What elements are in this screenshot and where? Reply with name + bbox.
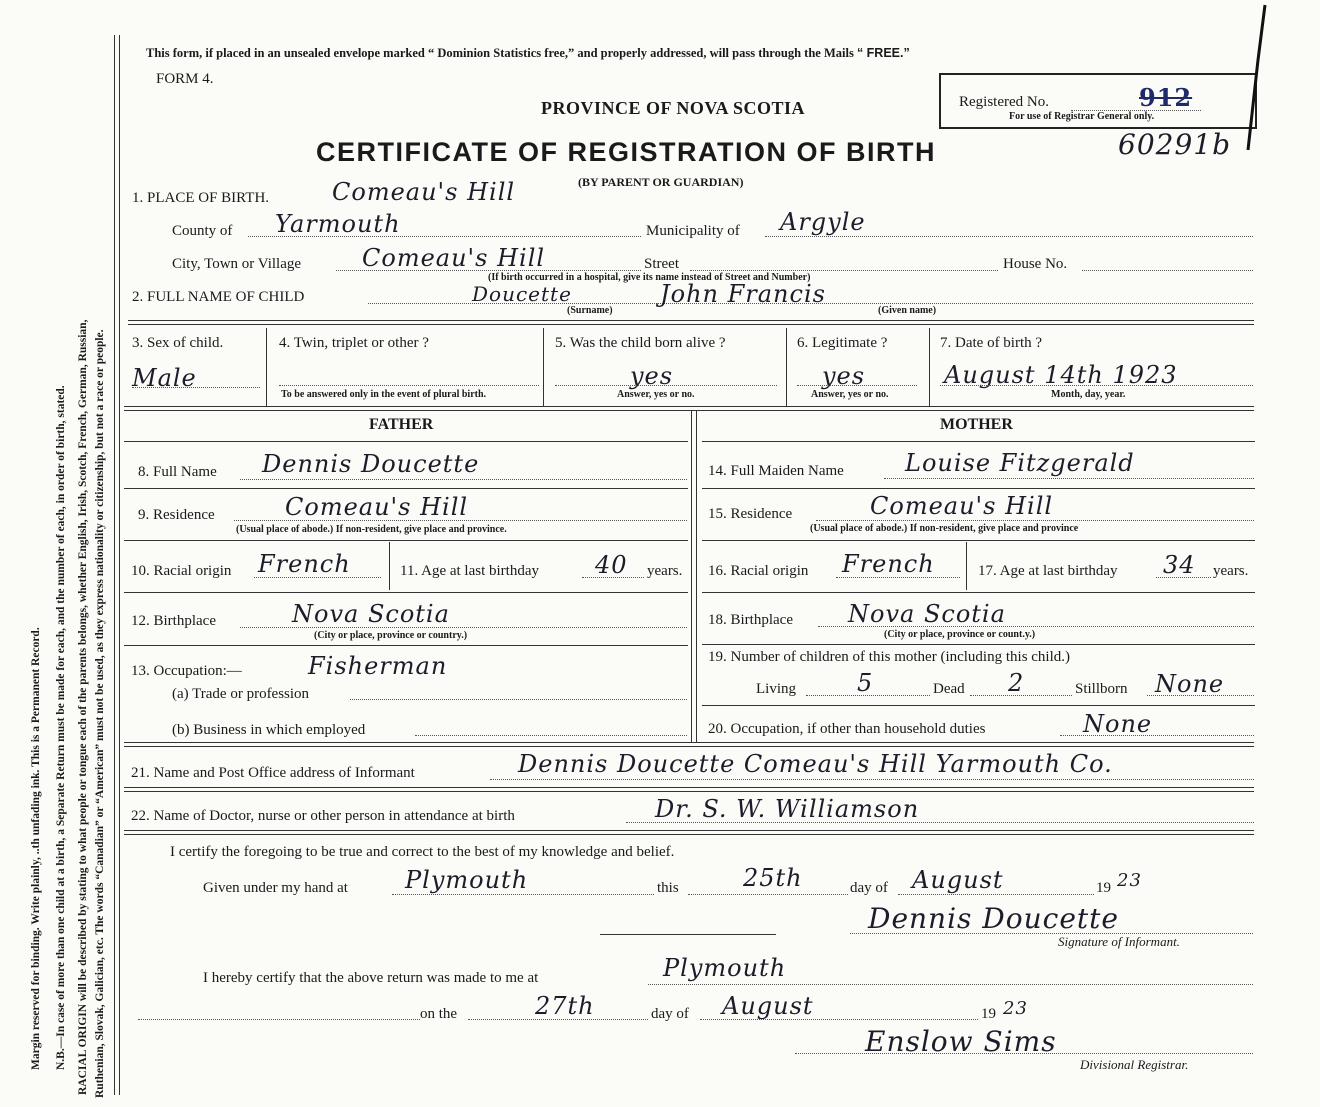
mother-race-label: 16. Racial origin xyxy=(708,563,809,579)
given-label: Given under my hand at xyxy=(203,880,348,896)
mother-heading-rule xyxy=(702,441,1255,442)
informant-dots xyxy=(490,779,1254,780)
father-heading: FATHER xyxy=(369,416,434,433)
dob-note: Month, day, year. xyxy=(1051,389,1126,400)
father-birthplace-note: (City or place, province or country.) xyxy=(314,630,468,641)
dob-value: August 14th 1923 xyxy=(944,361,1178,389)
father-race-value: French xyxy=(258,550,351,578)
certify-text: I certify the foregoing to be true and correct to the best of my knowledge and belief. xyxy=(170,844,675,860)
given-place-dots xyxy=(392,894,654,895)
legitimate-dots xyxy=(797,385,917,386)
municipality-value: Argyle xyxy=(780,208,866,236)
registrar-signature: Enslow Sims xyxy=(865,1025,1057,1058)
parents-center-divider-a xyxy=(691,410,692,742)
city-label: City, Town or Village xyxy=(172,256,302,272)
mother-name-label: 14. Full Maiden Name xyxy=(708,463,844,479)
twin-dots xyxy=(279,385,539,386)
alive-value: yes xyxy=(630,362,674,390)
father-birthplace-value: Nova Scotia xyxy=(292,600,450,628)
mother-race-divider xyxy=(966,542,967,590)
alive-note: Answer, yes or no. xyxy=(617,389,695,400)
father-race-rule xyxy=(124,592,688,593)
father-residence-value: Comeau's Hill xyxy=(285,493,469,521)
father-residence-rule xyxy=(124,540,688,541)
father-age-label: 11. Age at last birthday xyxy=(400,563,539,579)
given-year-prefix: 19 xyxy=(1096,880,1111,896)
informant-signature: Dennis Doucette xyxy=(868,902,1119,935)
certificate-subtitle: (BY PARENT OR GUARDIAN) xyxy=(578,175,744,189)
on-the-label: on the xyxy=(420,1006,458,1022)
dob-label: 7. Date of birth ? xyxy=(940,335,1043,351)
stillborn-value: None xyxy=(1155,670,1225,698)
divider-row3-top xyxy=(128,320,1254,325)
legitimate-value: yes xyxy=(822,362,866,390)
place-of-birth-label: 1. PLACE OF BIRTH. xyxy=(132,190,270,206)
business-label: (b) Business in which employed xyxy=(172,722,366,738)
registrar-place-value: Plymouth xyxy=(663,954,787,982)
twin-note: To be answered only in the event of plural birth. xyxy=(281,389,487,400)
mail-note-free: “ FREE.” xyxy=(856,46,910,60)
col-divider-3 xyxy=(786,328,787,406)
mother-birthplace-rule xyxy=(702,644,1255,645)
registrar-day-of-label: day of xyxy=(651,1006,689,1022)
mail-note xyxy=(146,46,910,61)
children-label: 19. Number of children of this mother (including this child.) xyxy=(708,649,1071,665)
legitimate-label: 6. Legitimate ? xyxy=(797,335,888,351)
margin-note-multiple-births: N.B.—In case of more than one child at a birth, a Separate Return must be made for each, and the number of each, in order of birth, stated. xyxy=(55,385,67,1070)
registrar-year-value: 23 xyxy=(1003,998,1028,1019)
mother-race-rule xyxy=(702,592,1255,593)
father-name-value: Dennis Doucette xyxy=(262,450,480,478)
mother-years-label: years. xyxy=(1213,563,1249,579)
col-divider-2 xyxy=(543,328,544,406)
registrar-place-dots xyxy=(648,984,1253,985)
form-number: FORM 4. xyxy=(156,71,214,87)
month-dots xyxy=(898,894,1094,895)
mother-race-value: French xyxy=(842,550,935,578)
house-label: House No. xyxy=(1003,256,1068,272)
registrar-signature-label: Divisional Registrar. xyxy=(1080,1057,1189,1072)
mail-note-text: This form, if placed in an unsealed envelope marked “ Dominion Statistics free,” and properly addressed, will pass through the Mails xyxy=(146,46,854,60)
given-month-value: August xyxy=(912,866,1004,894)
divider-certify-top xyxy=(124,830,1254,835)
father-occupation-value: Fisherman xyxy=(308,652,448,680)
surname-note: (Surname) xyxy=(567,305,613,316)
this-label: this xyxy=(657,880,679,896)
alive-dots xyxy=(555,385,777,386)
municipality-dots xyxy=(765,236,1253,237)
father-residence-note: (Usual place of abode.) If non-resident, give place and province. xyxy=(236,524,507,535)
divider-doctor-top xyxy=(124,787,1254,792)
living-value: 5 xyxy=(857,669,874,697)
col-divider-4 xyxy=(929,328,930,406)
county-label: County of xyxy=(172,223,233,239)
mother-occupation-value: None xyxy=(1083,710,1153,738)
divider-informant-top xyxy=(124,742,1254,747)
margin-rule-inner xyxy=(119,35,120,1095)
legitimate-note: Answer, yes or no. xyxy=(811,389,889,400)
registered-box xyxy=(939,73,1257,129)
alive-label: 5. Was the child born alive ? xyxy=(555,335,726,351)
father-birthplace-rule xyxy=(124,645,688,646)
child-given-name: John Francis xyxy=(660,280,826,308)
trade-label: (a) Trade or profession xyxy=(172,686,310,702)
certificate-title: CERTIFICATE OF REGISTRATION OF BIRTH xyxy=(316,137,936,167)
day-dots xyxy=(688,894,848,895)
registered-number: 912 xyxy=(1139,83,1193,112)
business-dots xyxy=(415,735,687,736)
hospital-note: (If birth occurred in a hospital, give its name instead of Street and Number) xyxy=(488,272,811,283)
mother-occupation-label: 20. Occupation, if other than household duties xyxy=(708,721,986,737)
mother-age-value: 34 xyxy=(1163,551,1196,579)
dead-value: 2 xyxy=(1008,669,1025,697)
mother-residence-label: 15. Residence xyxy=(708,506,793,522)
place-of-birth-value: Comeau's Hill xyxy=(332,178,516,206)
sex-dots xyxy=(132,387,260,388)
margin-rule xyxy=(114,35,115,1095)
given-day-value: 25th xyxy=(743,864,803,892)
province-heading: PROVINCE OF NOVA SCOTIA xyxy=(541,98,806,118)
mother-residence-note: (Usual place of abode.) If non-resident, give place and province xyxy=(810,523,1079,534)
registered-label: Registered No. xyxy=(959,94,1049,110)
given-name-note: (Given name) xyxy=(878,305,937,316)
mother-birthplace-value: Nova Scotia xyxy=(848,600,1006,628)
dob-dots xyxy=(940,385,1253,386)
father-birthplace-label: 12. Birthplace xyxy=(131,613,216,629)
doctor-label: 22. Name of Doctor, nurse or other person in attendance at birth xyxy=(131,808,515,824)
sex-label: 3. Sex of child. xyxy=(132,335,224,351)
divider-parents-top xyxy=(124,406,1254,411)
municipality-label: Municipality of xyxy=(646,223,740,239)
father-residence-label: 9. Residence xyxy=(138,507,215,523)
house-dots xyxy=(1082,270,1253,271)
father-name-label: 8. Full Name xyxy=(138,464,217,480)
mother-heading: MOTHER xyxy=(940,416,1013,433)
child-name-label: 2. FULL NAME OF CHILD xyxy=(132,289,305,305)
mother-name-value: Louise Fitzgerald xyxy=(905,449,1135,477)
registrar-year-prefix: 19 xyxy=(981,1006,996,1022)
father-name-dots xyxy=(240,479,687,480)
given-year-value: 23 xyxy=(1117,870,1142,891)
father-name-rule xyxy=(124,488,688,489)
sex-value: Male xyxy=(132,364,197,392)
margin-note-racial-origin-2: Ruthenian, Slovak, Galician, etc. The words “Canadian” or “American” must not be used, as they express nationality or citizenship, but not a race or people. xyxy=(94,329,106,1098)
pen-stroke xyxy=(1220,0,1280,160)
registered-note: For use of Registrar General only. xyxy=(1009,111,1155,122)
mother-name-rule xyxy=(702,488,1255,489)
stillborn-label: Stillborn xyxy=(1075,681,1128,697)
registrar-month-value: August xyxy=(722,992,814,1020)
street-label: Street xyxy=(644,256,679,272)
col-divider-1 xyxy=(266,328,267,406)
informant-signature-label: Signature of Informant. xyxy=(1058,934,1180,949)
informant-label: 21. Name and Post Office address of Informant xyxy=(131,765,415,781)
margin-note-binding: Margin reserved for binding. Write plainly, ..th unfading ink. This is a Permanent Record. xyxy=(30,627,42,1070)
signature-rule-left xyxy=(600,934,776,935)
given-place-value: Plymouth xyxy=(405,866,529,894)
child-surname: Doucette xyxy=(472,282,572,306)
father-age-value: 40 xyxy=(595,551,628,579)
informant-value: Dennis Doucette Comeau's Hill Yarmouth Co. xyxy=(518,750,1113,778)
living-label: Living xyxy=(756,681,796,697)
handwritten-registration-number: 60291b xyxy=(1118,128,1231,161)
mother-name-dots xyxy=(884,478,1254,479)
father-race-divider xyxy=(389,542,390,590)
mother-birthplace-note: (City or place, province or count.y.) xyxy=(884,629,1036,640)
mother-age-label: 17. Age at last birthday xyxy=(978,563,1118,579)
street-dots xyxy=(690,270,998,271)
trade-dots xyxy=(350,699,687,700)
registrar-text: I hereby certify that the above return was made to me at xyxy=(203,970,539,986)
parents-center-divider-b xyxy=(696,410,697,742)
father-race-label: 10. Racial origin xyxy=(131,563,232,579)
mother-residence-rule xyxy=(702,540,1255,541)
day-of-label: day of xyxy=(850,880,888,896)
dead-label: Dead xyxy=(933,681,965,697)
mother-residence-dots xyxy=(816,520,1254,521)
city-value: Comeau's Hill xyxy=(362,244,546,272)
father-occupation-label: 13. Occupation:— xyxy=(131,663,242,679)
mother-children-rule xyxy=(702,705,1255,706)
mother-residence-value: Comeau's Hill xyxy=(870,492,1054,520)
mother-birthplace-label: 18. Birthplace xyxy=(708,612,793,628)
twin-label: 4. Twin, triplet or other ? xyxy=(279,335,429,351)
father-heading-rule xyxy=(124,441,688,442)
father-years-label: years. xyxy=(647,563,683,579)
registrar-day-value: 27th xyxy=(535,992,595,1020)
county-value: Yarmouth xyxy=(275,210,401,238)
doctor-value: Dr. S. W. Williamson xyxy=(655,795,920,823)
margin-note-racial-origin-1: RACIAL ORIGIN will be described by stating to what people or tongue each of the parents belongs, whether English, Irish, Scotch, French, German, Russian, xyxy=(77,319,89,1095)
registrar-lead-dots xyxy=(138,1019,420,1020)
